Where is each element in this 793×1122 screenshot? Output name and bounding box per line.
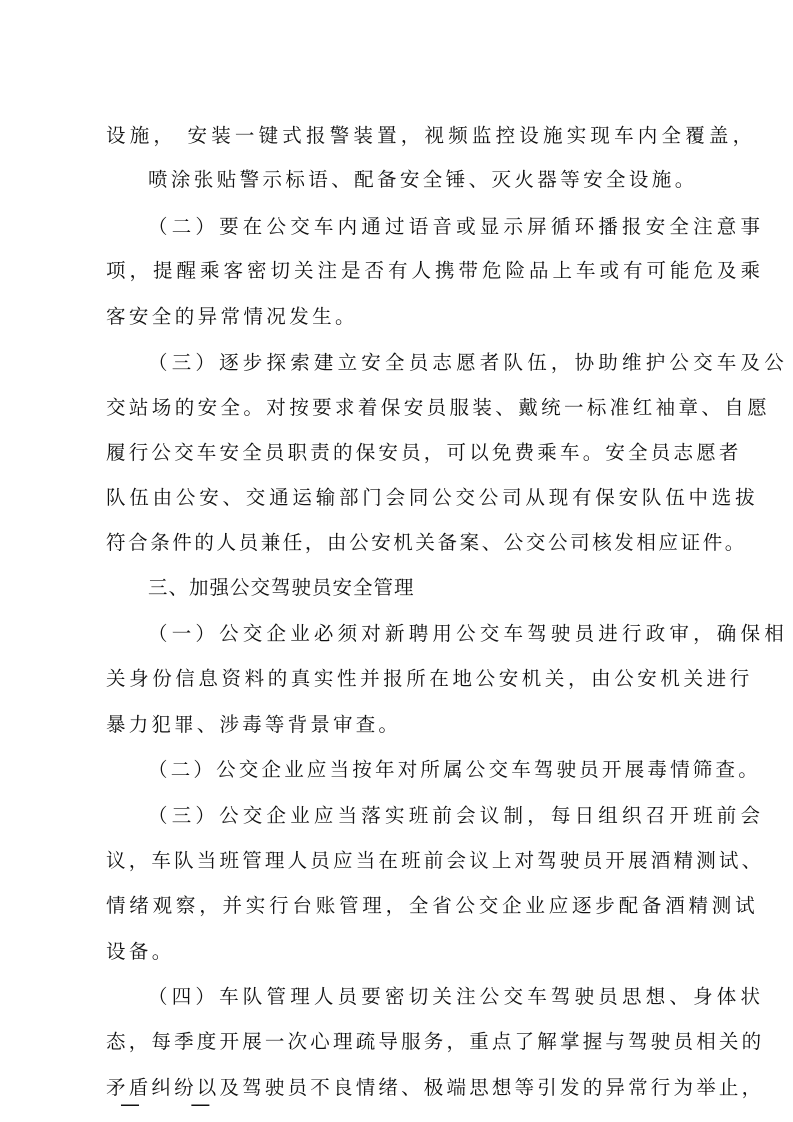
text-line-8: 履行公交车安全员职责的保安员，可以免费乘车。安全员志愿者 xyxy=(106,441,742,464)
text-line-2: 喷涂张贴警示标语、配备安全锤、灭火器等安全设施。 xyxy=(148,168,698,191)
text-line-3: （二）要在公交车内通过语音或显示屏循环播报安全注意事 xyxy=(148,215,765,238)
text-line-13: 关身份信息资料的真实性并报所在地公安机关，由公安机关进行 xyxy=(106,667,753,690)
text-line-19: 设备。 xyxy=(106,940,175,963)
page-footer-dashes: — — xyxy=(120,1092,233,1116)
text-line-17: 议，车队当班管理人员应当在班前会议上对驾驶员开展酒精测试、 xyxy=(106,849,765,872)
text-line-14: 暴力犯罪、涉毒等背景审查。 xyxy=(106,713,402,736)
text-line-18: 情绪观察，并实行台账管理，全省公交企业应逐步配备酒精测试 xyxy=(106,894,759,917)
text-line-12: （一）公交企业必须对新聘用公交车驾驶员进行政审，确保相 xyxy=(148,622,788,645)
text-line-1: 设施， 安装一键式报警装置，视频监控设施实现车内全覆盖， xyxy=(106,124,757,147)
text-line-21: 态，每季度开展一次心理疏导服务，重点了解掌握与驾驶员相关的 xyxy=(106,1030,765,1053)
section-heading: 三、加强公交驾驶员安全管理 xyxy=(148,576,415,599)
text-line-7: 交站场的安全。对按要求着保安员服装、戴统一标准红袖章、自愿 xyxy=(106,396,771,419)
text-line-16: （三）公交企业应当落实班前会议制，每日组织召开班前会 xyxy=(148,804,765,827)
text-line-6: （三）逐步探索建立安全员志愿者队伍，协助维护公交车及公 xyxy=(148,351,788,374)
text-line-15: （二）公交企业应当按年对所属公交车驾驶员开展毒情筛查。 xyxy=(148,758,761,781)
text-line-10: 符合条件的人员兼任，由公安机关备案、公交公司核发相应证件。 xyxy=(106,531,747,554)
text-line-9: 队伍由公安、交通运输部门会同公交公司从现有保安队伍中选拔 xyxy=(106,486,759,509)
text-line-22: 矛盾纠纷以及驾驶员不良情绪、极端思想等引发的异常行为举止， xyxy=(106,1076,765,1099)
text-line-5: 客安全的异常情况发生。 xyxy=(106,305,358,328)
text-line-4: 项，提醒乘客密切关注是否有人携带危险品上车或有可能危及乘 xyxy=(106,259,765,282)
text-line-20: （四）车队管理人员要密切关注公交车驾驶员思想、身体状 xyxy=(148,985,765,1008)
